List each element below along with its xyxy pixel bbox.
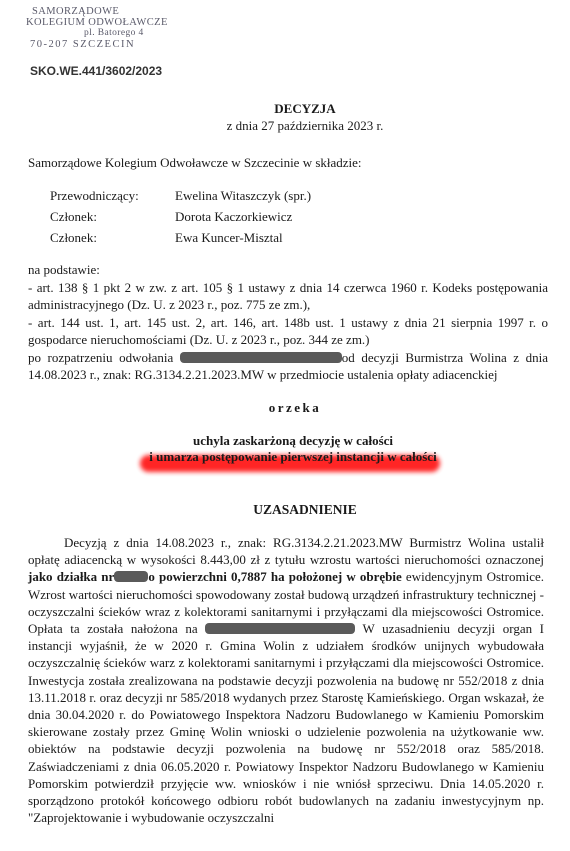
member-name: Dorota Kaczorkiewicz (175, 209, 293, 224)
member-role: Przewodniczący: (50, 188, 139, 203)
member-row (50, 185, 311, 206)
body-text: ewidencyjnym Ostromice. Wzrost wartości nieruchomości spowodowany został budową urządzeń infrastruktury technicznej - oczyszczalni ścieków wraz z kolektorami sanitarnymi i przyłączami dla miejscowości Ostromice. Opłata ta została nałożona na (28, 569, 545, 637)
justification-body (28, 534, 544, 826)
legal-basis (28, 261, 548, 384)
panel-intro: Samorządowe Kolegium Odwoławcze w Szczecinie w składzie: (28, 155, 362, 170)
case-signature: SKO.WE.441/3602/2023 (30, 64, 163, 78)
stamp-line-2: KOLEGIUM ODWOŁAWCZE (26, 17, 168, 28)
member-name: Ewelina Witaszczyk (spr.) (175, 188, 312, 203)
body-text-bold: jako działka nr (28, 569, 115, 585)
justification-heading: UZASADNIENIE (253, 502, 357, 517)
decision-line: uchyla zaskarżoną decyzję w całości (192, 433, 394, 448)
stamp-line-1: SAMORZĄDOWE (32, 6, 120, 17)
basis-item: - art. 144 ust. 1, art. 145 ust. 2, art. 146, art. 148b ust. 1 ustawy z dnia 21 sierpnia 1997 r. o gospodarce nieruchomościami (Dz. U. z 2023 r., poz. 344 ze zm.) (28, 314, 548, 347)
member-name: Ewa Kuncer-Misztal (175, 230, 283, 245)
justification-paragraph (28, 534, 544, 826)
document-date: z dnia 27 października 2023 r. (226, 118, 384, 133)
office-stamp (22, 6, 172, 50)
document-title: DECYZJA (274, 101, 336, 116)
basis-text: od decyzji Burmistrza Wolina z dnia 14.08.2023 r., znak: RG.3134.2.21.2023.MW w przedmiocie ustalenia opłaty adiacenckiej (28, 349, 548, 382)
redaction-bar (180, 352, 342, 363)
basis-heading: na podstawie: (28, 262, 100, 277)
ruling-decision (0, 433, 570, 465)
member-row (50, 227, 311, 248)
member-role: Członek: (50, 209, 97, 224)
stamp-line-3: pl. Batorego 4 (84, 28, 144, 38)
redaction-bar (205, 623, 355, 634)
body-text-bold: o powierzchni 0,7887 ha położonej w obrębie (148, 569, 402, 585)
basis-text: po rozpatrzeniu odwołania (28, 349, 180, 365)
redaction-bar (114, 571, 148, 582)
panel-members (50, 185, 311, 248)
body-text: W uzasadnieniu decyzji organ I instancji wyjaśnił, że w 2020 r. Gmina Wolin z udziałem środków unijnych wybudowała oczyszczalnię ścieków warz z kolektorami sanitarnymi i przyłączami dla miejscowości Ostromice. Inwestycja została zrealizowana na podstawie decyzji pozwolenia na budowę nr 552/2018 z dnia 13.11.2018 r. oraz decyzji nr 585/2018 wydanych przez Starostę Kamieńskiego. Organ wskazał, że dnia 30.04.2020 r. do Powiatowego Inspektora Nadzoru Budowlanego w Kamieniu Pomorskim skierowane zostały przez Gminę Wolin wnioski o udzielenie pozwolenia na użytkowanie ww. obiektów na podstawie decyzji pozwolenia na budowę nr 552/2018 oraz 585/2018. Zaświadczeniami z dnia 06.05.2020 r. Powiatowy Inspektor Nadzoru Budowlanego w Kamieniu Pomorskim potwierdził przyjęcie ww. wniosków i nie wniósł sprzeciwu. Dnia 14.05.2020 r. sporządzono protokół końcowego odbioru robót budowlanych na zadaniu inwestycyjnym np. "Zaprojektowanie i wybudowanie oczyszczalni (28, 621, 544, 826)
member-row (50, 206, 311, 227)
decision-line: i umarza postępowanie pierwszej instancji w całości (149, 449, 437, 464)
ruling-heading: orzeka (268, 400, 322, 415)
member-role: Członek: (50, 230, 97, 245)
body-text: Decyzją z dnia 14.08.2023 r., znak: RG.3134.2.21.2023.MW Burmistrz Wolina ustalił opłatę adiacencką w wysokości 8.443,00 zł z tytułu wzrostu wartości nieruchomości oznaczonej (28, 535, 544, 568)
basis-item (28, 349, 548, 384)
basis-item: - art. 138 § 1 pkt 2 w zw. z art. 105 § 1 ustawy z dnia 14 czerwca 1960 r. Kodeks postępowania administracyjnego (Dz. U. z 2023 r., poz. 775 ze zm.), (28, 279, 548, 312)
stamp-line-4: 70-207 SZCZECIN (30, 39, 136, 50)
